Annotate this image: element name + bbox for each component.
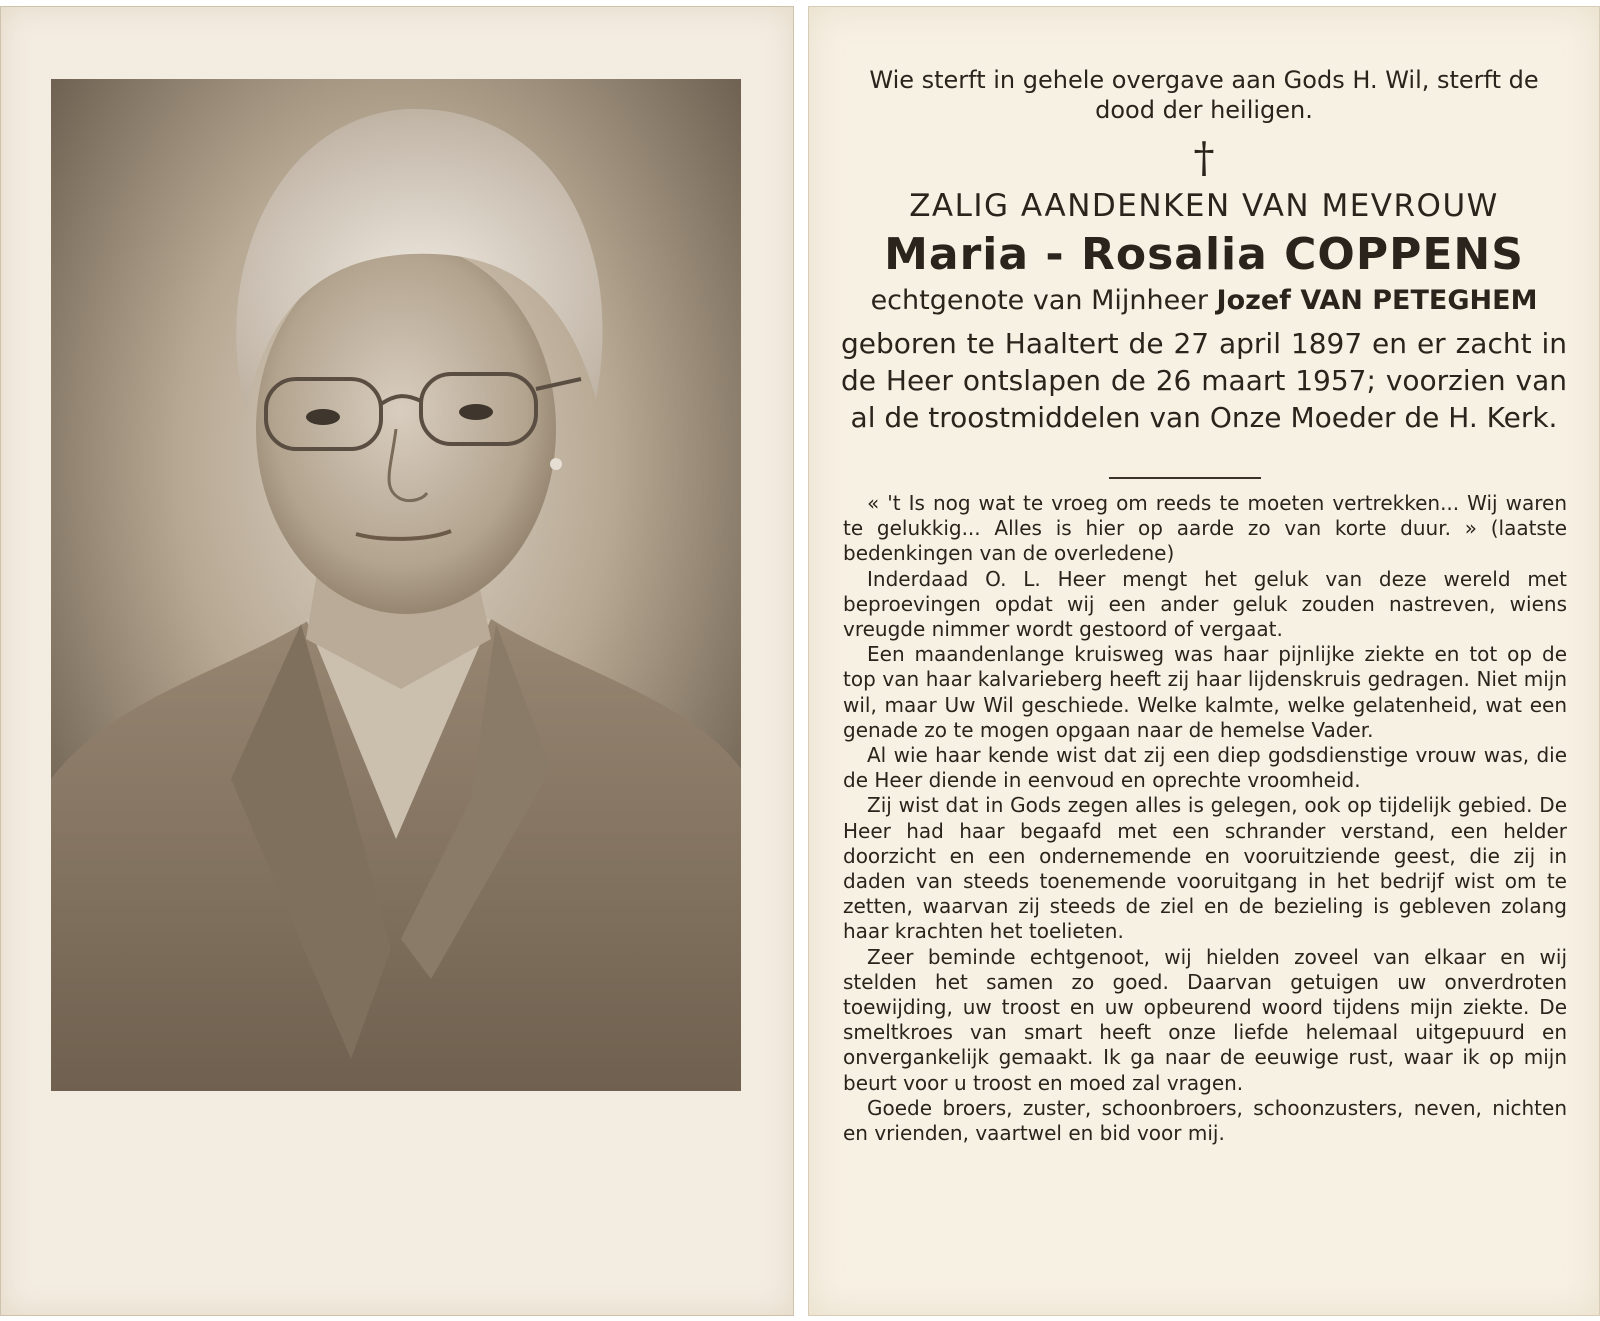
paragraph: Zeer beminde echtgenoot, wij hielden zoveel van elkaar en wij stelden het samen zo goed. Daarvan getuigen uw onverdroten toewijding, uw troost en uw opbeurend woord tijdens mijn ziekte. De smeltkroes van smart heeft onze liefde helemaal uitgepuurd en onvergankelijk gemaakt. Ik ga naar de eeuwige rust, waar ik op mijn beurt voor u troost en moed zal vragen. [843,944,1567,1095]
paragraph: Goede broers, zuster, schoonbroers, schoonzusters, neven, nichten en vrienden, vaartwel en bid voor mij. [843,1095,1567,1146]
portrait-photo-icon [51,79,741,1091]
portrait-photo [51,79,741,1091]
life-dates: geboren te Haaltert de 27 april 1897 en er zacht in de Heer ontslapen de 26 maart 1957; voorzien van al de troostmiddelen van Onze Moeder de H. Kerk. [841,327,1567,434]
deceased-name: Maria - Rosalia COPPENS [884,229,1524,280]
paragraph: Een maandenlange kruisweg was haar pijnlijke ziekte en tot op de top van haar kalvarieberg heeft zij haar lijdenskruis gedragen. Niet mijn wil, maar Uw Wil geschiede. Welke kalmte, welke gelatenheid, wat een genade zo te mogen opgaan naar de hemelse Vader. [843,642,1567,742]
spouse-line [839,284,1569,318]
photo-card [0,6,794,1316]
motto: Wie sterft in gehele overgave aan Gods H. Wil, sterft de dood der heiligen. [869,66,1539,124]
divider-line [1109,477,1261,479]
cross-icon: † [1193,133,1215,182]
spouse-name: Jozef VAN PETEGHEM [1216,285,1538,316]
memorial-text-card [808,6,1600,1316]
paragraph: Zij wist dat in Gods zegen alles is gelegen, ook op tijdelijk gebied. De Heer had haar begaafd met een schrander verstand, een helder doorzicht en een ondernemende en vooruitziende geest, die zij in daden van steeds toenemende vooruitgang in het bedrijf wist om te zetten, waarvan zij steeds de ziel en de bezieling is gebleven zolang haar krachten het toelieten. [843,793,1567,944]
paragraph: « 't Is nog wat te vroeg om reeds te moeten vertrekken... Wij waren te gelukkig... Alles is hier op aarde zo van korte duur. » (laatste bedenkingen van de overledene) [843,491,1567,566]
memorial-heading: ZALIG AANDENKEN VAN MEVROUW [909,188,1499,224]
memorial-body [843,491,1567,1146]
paragraph: Al wie haar kende wist dat zij een diep godsdienstige vrouw was, die de Heer diende in eenvoud en oprechte vroomheid. [843,743,1567,793]
spouse-prefix: echtgenote van Mijnheer [870,285,1208,316]
paragraph: Inderdaad O. L. Heer mengt het geluk van deze wereld met beproevingen opdat wij een ander geluk zouden nastreven, wiens vreugde nimmer wordt gestoord of vergaat. [843,566,1567,642]
